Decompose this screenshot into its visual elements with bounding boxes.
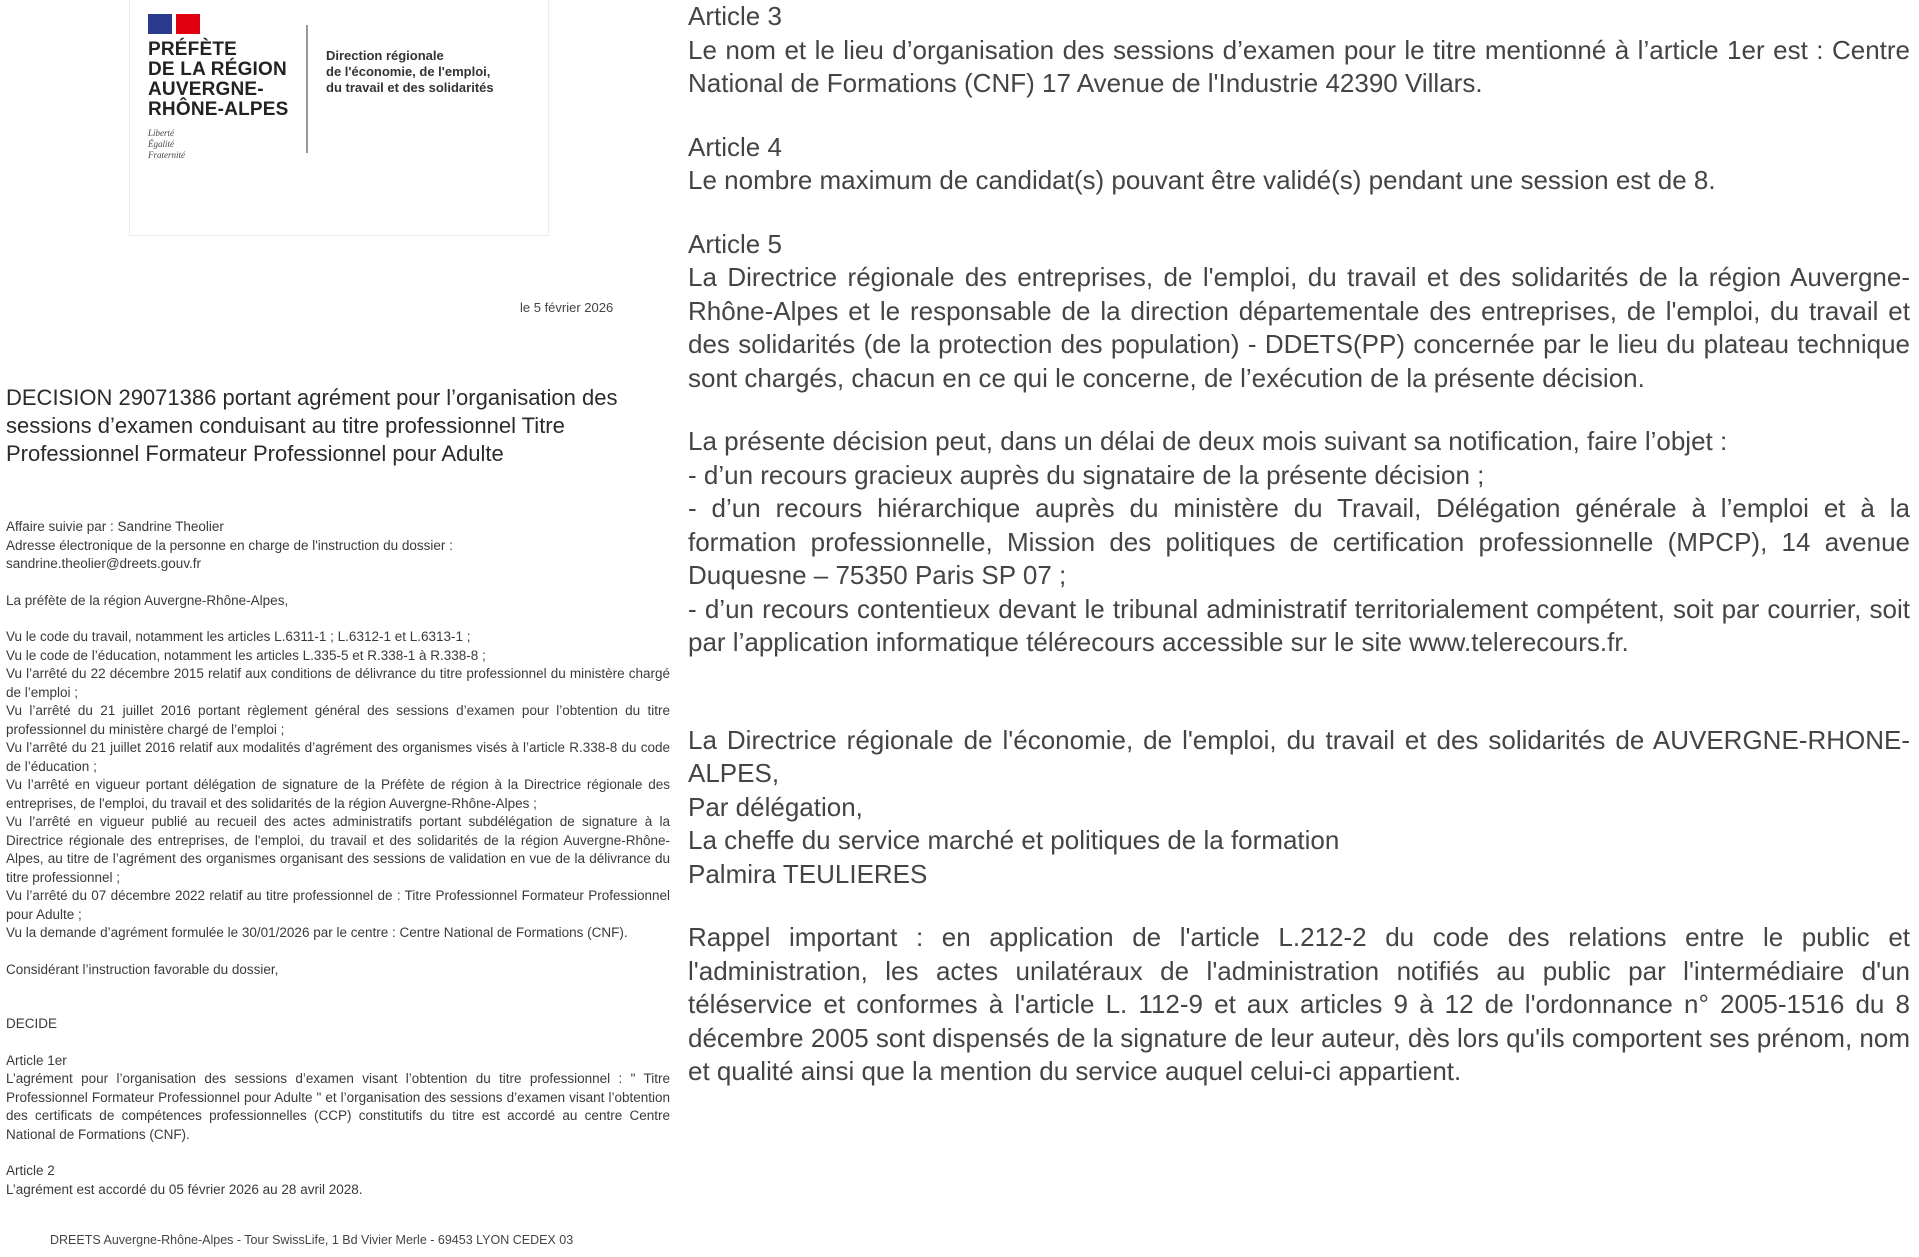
article4-title: Article 4	[688, 131, 782, 162]
article5-text: La Directrice régionale des entreprises, de l'emploi, du travail et des solidarités de la région Auvergne-Rhône-Alpes et le responsable de la direction départementale des entreprises, de l'emploi, du travail et des solidarités (de la protection des population) - DDETS(PP) concernée par le lieu du plateau technique sont chargés, chacun en ce qui le concerne, de l’exécution de la présente décision.	[688, 262, 1910, 393]
email-label: Adresse électronique de la personne en charge de l'instruction du dossier :	[6, 537, 453, 553]
direction-name: Direction régionale de l'économie, de l'emploi, du travail et des solidarités	[326, 48, 494, 95]
page-footer: DREETS Auvergne-Rhône-Alpes - Tour SwissLife, 1 Bd Vivier Merle - 69453 LYON CEDEX 03	[50, 1233, 574, 1247]
vu-item: Vu l’arrêté du 07 décembre 2022 relatif au titre professionnel de : Titre Professionnel Formateur Professionnel pour Adulte ;	[6, 888, 670, 922]
recours-item: - d’un recours hiérarchique auprès du ministère du Travail, Délégation générale à l’emploi et à la formation professionnelle, Mission des politiques de certification professionnelle (MPCP), 14 avenue Duquesne – 75350 Paris SP 07 ;	[688, 493, 1910, 590]
vu-item: Vu le code du travail, notamment les articles L.6311-1 ; L.6312-1 et L.6313-1 ;	[6, 629, 471, 644]
logo-divider	[306, 25, 308, 153]
article4-text: Le nombre maximum de candidat(s) pouvant être validé(s) pendant une session est de 8.	[688, 165, 1716, 195]
article1-text: L’agrément pour l’organisation des sessions d’examen visant l’obtention du titre professionnel : " Titre Professionnel Formateur Professionnel pour Adulte " et l’organisation des sessions d’examen visant l’obtention des certificats de compétences professionnelles (CCP) constitutifs du titre est accordé au centre Centre National de Formations (CNF).	[6, 1071, 670, 1142]
republic-motto: Liberté Égalité Fraternité	[148, 128, 185, 160]
signature-line: La cheffe du service marché et politiques de la formation	[688, 825, 1340, 855]
recours-intro: La présente décision peut, dans un délai de deux mois suivant sa notification, faire l’objet :	[688, 426, 1728, 456]
left-column	[6, 518, 670, 1199]
article3-text: Le nom et le lieu d’organisation des sessions d’examen pour le titre mentionné à l’article 1er est : Centre National de Formations (CNF) 17 Avenue de l'Industrie 42390 Villars.	[688, 34, 1910, 98]
affaire-suivie: Affaire suivie par : Sandrine Theolier	[6, 519, 224, 534]
article3-title: Article 3	[688, 1, 782, 31]
considerant: Considérant l’instruction favorable du dossier,	[6, 961, 279, 977]
vu-item: Vu l’arrêté du 21 juillet 2016 portant règlement général des sessions d’examen pour l’obtention du titre professionnel du ministère chargé de l’emploi ;	[6, 703, 670, 737]
vu-item: Vu l’arrêté en vigueur portant délégation de signature de la Préfète de région à la Directrice régionale des entreprises, de l'emploi, du travail et des solidarités de la région Auvergne-Rhône-Alpes ;	[6, 777, 670, 811]
vu-item: Vu l’arrêté en vigueur publié au recueil des actes administratifs portant subdélégation de signature à la Directrice régionale des entreprises, de l'emploi, du travail et des solidarités de la région Auvergne-Rhône-Alpes, au titre de l’agrément des organismes organisant des sessions de validation en vue de la délivrance du titre professionnel ;	[6, 814, 670, 885]
french-flag-icon	[148, 14, 200, 34]
vu-item: Vu le code de l’éducation, notamment les articles L.335-5 et R.338-1 à R.338-8 ;	[6, 647, 486, 663]
rappel-important: Rappel important : en application de l'article L.212-2 du code des relations entre le public et l'administration, les actes unilatéraux de l'administration notifiés au public par l'intermédiaire d'un téléservice et conformes à l'article L. 112-9 et aux articles 9 à 12 de l'ordonnance n° 2005-1516 du 8 décembre 2005 sont dispensés de la signature de leur auteur, dès lors qu'ils comportent ses prénom, nom et qualité ainsi que la mention du service auquel celui-ci appartient.	[688, 922, 1910, 1086]
vu-item: Vu la demande d’agrément formulée le 30/01/2026 par le centre : Centre National de Formations (CNF).	[6, 925, 628, 940]
signature-line: La Directrice régionale de l'économie, de l'emploi, du travail et des solidarités de AUVERGNE-RHONE-ALPES,	[688, 724, 1910, 788]
article2-text: L’agrément est accordé du 05 février 2026 au 28 avril 2028.	[6, 1181, 363, 1197]
decision-title: DECISION 29071386 portant agrément pour l’organisation des sessions d’examen conduisant au titre professionnel Titre Professionnel Formateur Professionnel pour Adulte	[6, 385, 618, 466]
prefecture-title: PRÉFÈTE DE LA RÉGION AUVERGNE- RHÔNE-ALPES	[148, 39, 289, 120]
right-column	[688, 0, 1910, 1089]
vu-item: Vu l’arrêté du 22 décembre 2015 relatif aux conditions de délivrance du titre professionnel du ministère chargé de l’emploi ;	[6, 666, 670, 700]
prefecture-logo	[129, 0, 549, 236]
decide-heading: DECIDE	[6, 1016, 58, 1031]
article2-title: Article 2	[6, 1163, 55, 1178]
recours-item: - d’un recours contentieux devant le tribunal administratif territorialement compétent, soit par courrier, soit par l’application informatique télérecours accessible sur le site www.telerecours.fr.	[688, 593, 1910, 657]
article1-title: Article 1er	[6, 1052, 67, 1068]
vu-item: Vu l’arrêté du 21 juillet 2016 relatif aux modalités d’agrément des organismes visés à l’article R.338-8 du code de l’éducation ;	[6, 740, 670, 774]
recours-item: - d’un recours gracieux auprès du signataire de la présente décision ;	[688, 459, 1485, 490]
prefete-line: La préfète de la région Auvergne-Rhône-Alpes,	[6, 592, 289, 608]
signature-line: Par délégation,	[688, 791, 863, 822]
document-date: le 5 février 2026	[520, 300, 614, 315]
contact-email[interactable]: sandrine.theolier@dreets.gouv.fr	[6, 556, 202, 571]
signatory-name: Palmira TEULIERES	[688, 858, 928, 889]
article5-title: Article 5	[688, 228, 782, 259]
